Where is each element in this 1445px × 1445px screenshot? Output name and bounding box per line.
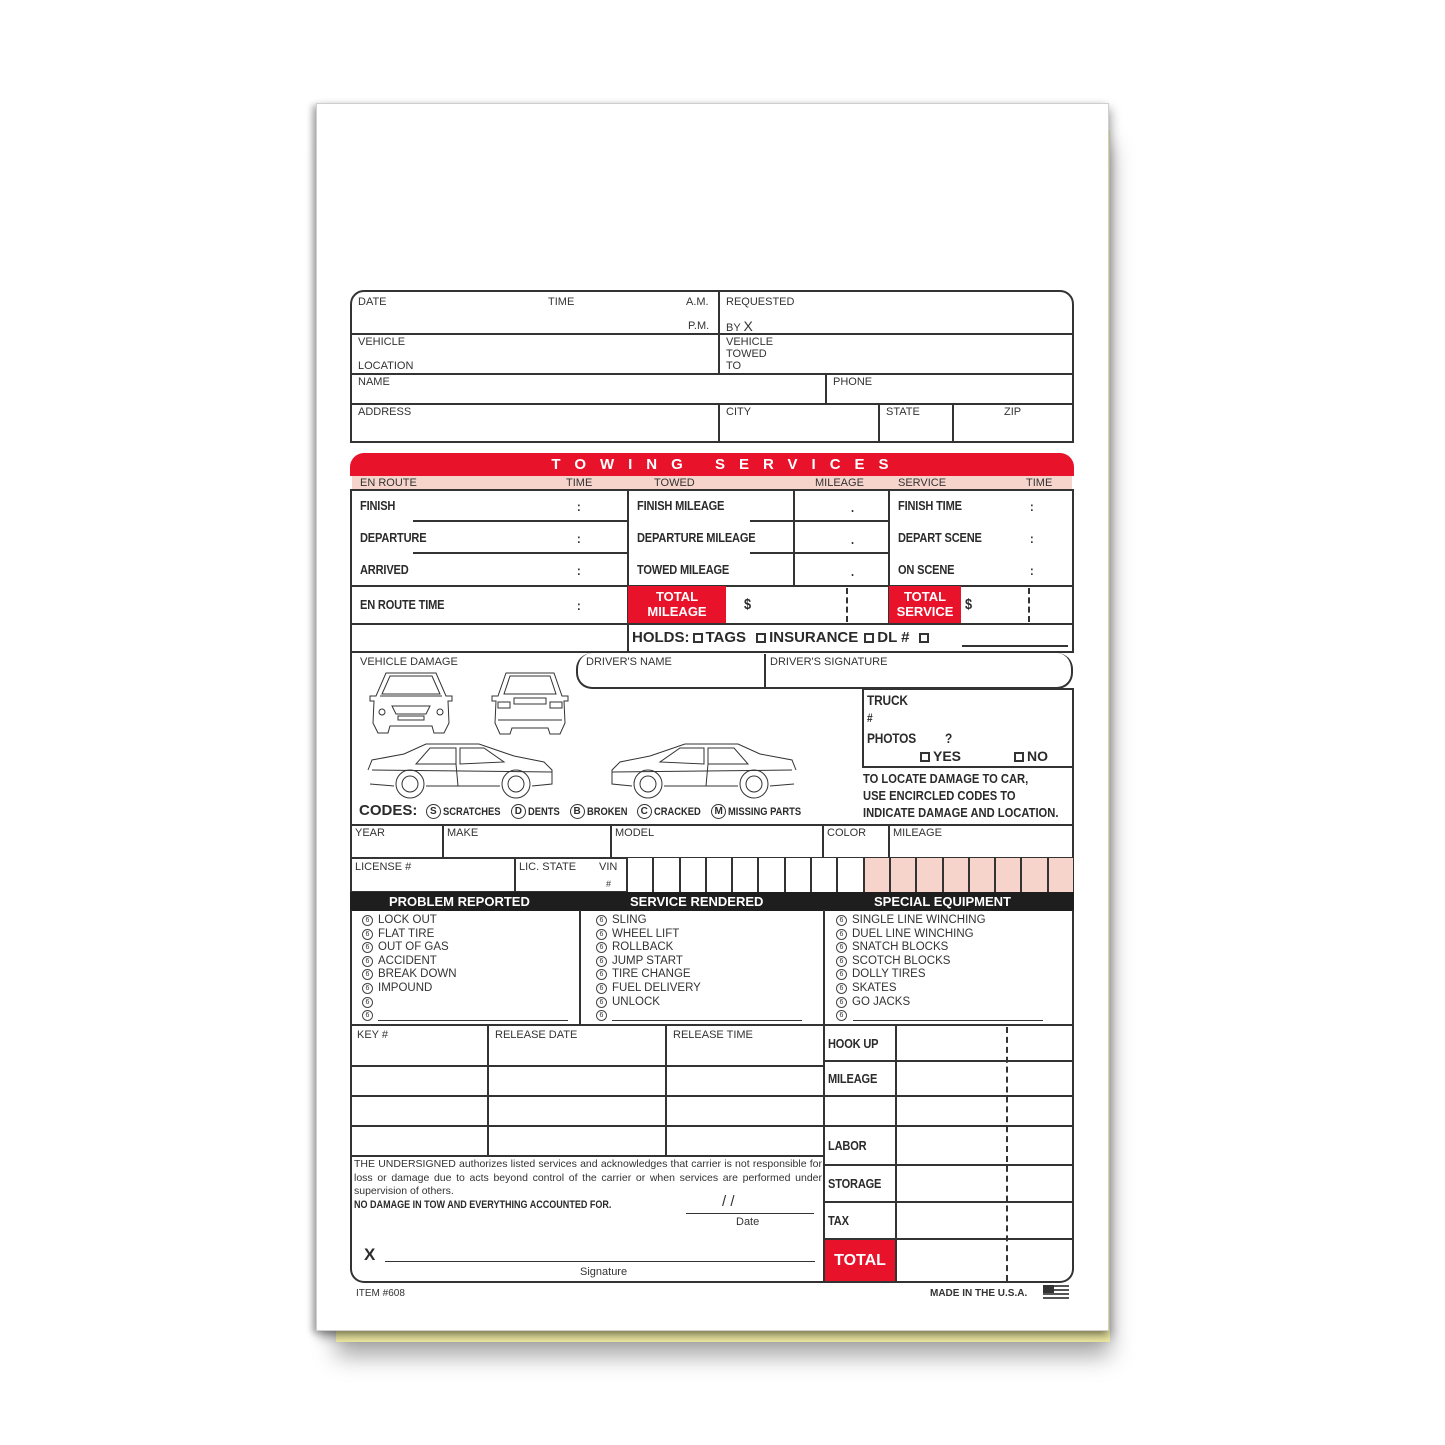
problem-item[interactable]: 6 OUT OF GAS <box>362 941 457 955</box>
decimal-dot: . <box>851 564 854 579</box>
license-field[interactable]: LICENSE # <box>355 861 412 873</box>
circle-check-icon[interactable]: 6 <box>362 969 373 980</box>
mileage-field[interactable]: MILEAGE <box>893 827 942 839</box>
photos-no-option[interactable]: NO <box>1008 748 1048 764</box>
problem-item[interactable]: 6 ACCIDENT <box>362 955 457 969</box>
vin-character-box[interactable] <box>679 858 705 893</box>
yes-checkbox[interactable] <box>920 752 930 762</box>
time-field[interactable]: TIME <box>548 296 575 308</box>
lic-state-field[interactable]: LIC. STATE <box>519 861 577 873</box>
circle-check-icon[interactable]: 6 <box>362 956 373 967</box>
zip-field[interactable]: ZIP <box>1004 406 1022 418</box>
vehicle-towed-to-label: VEHICLE TOWED TO <box>726 336 774 372</box>
departure-mileage[interactable]: DEPARTURE MILEAGE <box>637 530 756 545</box>
holds-label: HOLDS: <box>632 629 690 646</box>
holds-tags-label: TAGS <box>705 629 747 646</box>
vin-character-box[interactable] <box>863 858 889 893</box>
charge-mileage[interactable]: MILEAGE <box>828 1071 878 1086</box>
circle-check-icon[interactable]: 6 <box>596 983 607 994</box>
circle-check-icon[interactable]: 6 <box>836 983 847 994</box>
service-item[interactable]: 6 WHEEL LIFT <box>596 928 701 942</box>
by-label: BY <box>726 322 741 334</box>
car-rear-view-icon <box>484 668 576 738</box>
vin-character-box[interactable] <box>731 858 757 893</box>
am-option[interactable]: A.M. <box>686 296 709 308</box>
drivers-signature-field[interactable]: DRIVER'S SIGNATURE <box>770 656 888 668</box>
finish-time[interactable]: FINISH TIME <box>898 498 962 513</box>
pm-option[interactable]: P.M. <box>688 320 710 332</box>
col-service: SERVICE <box>898 477 947 489</box>
drivers-name-field[interactable]: DRIVER'S NAME <box>586 656 672 668</box>
header-section <box>350 290 1074 443</box>
circle-check-icon[interactable]: 6 <box>836 956 847 967</box>
item-number: ITEM #608 <box>356 1288 405 1299</box>
en-route-finish[interactable]: FINISH <box>360 498 396 513</box>
service-item[interactable]: 6 SLING <box>596 914 701 928</box>
problem-item[interactable]: 6 LOCK OUT <box>362 914 457 928</box>
date-label: Date <box>736 1216 760 1228</box>
total-service-dollar[interactable]: $ <box>965 596 972 613</box>
vin-character-box[interactable] <box>1047 858 1073 893</box>
circle-check-icon[interactable]: 6 <box>596 997 607 1008</box>
vin-character-box[interactable] <box>968 858 994 893</box>
circle-check-icon[interactable]: 6 <box>596 956 607 967</box>
problem-item[interactable]: 6 IMPOUND <box>362 982 457 996</box>
circle-check-icon[interactable]: 6 <box>836 997 847 1008</box>
colon-separator: : <box>577 598 581 613</box>
equipment-item[interactable]: 6 GO JACKS <box>836 996 986 1010</box>
equipment-item[interactable]: 6 DOLLY TIRES <box>836 968 986 982</box>
towing-column-header-bar <box>352 476 1072 489</box>
towed-mileage[interactable]: TOWED MILEAGE <box>637 562 730 577</box>
colon-separator: : <box>1030 499 1034 514</box>
decimal-dot: . <box>851 500 854 515</box>
equipment-item[interactable]: 6 SCOTCH BLOCKS <box>836 955 986 969</box>
vin-boxes <box>626 858 1073 893</box>
vin-character-box[interactable] <box>626 858 652 893</box>
towing-services-title: TOWING SERVICES <box>350 453 1074 476</box>
holds-row <box>632 629 932 646</box>
phone-field[interactable]: PHONE <box>833 376 873 388</box>
signature-line[interactable] <box>385 1261 815 1262</box>
damage-codes-legend: CODES: S SCRATCHES D DENTS B BROKEN C CRACKED M MISSING PARTS <box>359 802 802 819</box>
code-s-icon: S <box>426 804 441 819</box>
address-field[interactable]: ADDRESS <box>358 406 412 418</box>
problem-item[interactable]: 6 BREAK DOWN <box>362 968 457 982</box>
vin-character-box[interactable] <box>784 858 810 893</box>
colon-separator: : <box>577 499 581 514</box>
model-field[interactable]: MODEL <box>615 827 655 839</box>
release-time-field[interactable]: RELEASE TIME <box>673 1029 753 1041</box>
vehicle-damage-label: VEHICLE DAMAGE <box>360 656 458 668</box>
service-other-line[interactable] <box>612 1020 802 1021</box>
equipment-other-line[interactable] <box>853 1020 1043 1021</box>
total-service-label: TOTAL SERVICE <box>889 586 961 623</box>
charge-labor[interactable]: LABOR <box>828 1138 867 1153</box>
vin-character-box[interactable] <box>994 858 1020 893</box>
holds-dl-label: DL # <box>877 629 910 646</box>
vehicle-location-label-2: LOCATION <box>358 360 414 372</box>
problem-item[interactable] <box>362 996 457 1010</box>
charge-storage[interactable]: STORAGE <box>828 1176 882 1191</box>
col-en-route: EN ROUTE <box>360 477 417 489</box>
signature-x-mark: X <box>364 1245 376 1264</box>
us-flag-icon <box>1043 1285 1069 1300</box>
service-item[interactable]: 6 TIRE CHANGE <box>596 968 701 982</box>
circle-check-icon[interactable]: 6 <box>596 915 607 926</box>
vin-character-box[interactable] <box>836 858 862 893</box>
circle-check-icon[interactable]: 6 <box>362 942 373 953</box>
date-field[interactable]: DATE <box>358 296 387 308</box>
photos-label: PHOTOS <box>867 730 917 746</box>
on-scene[interactable]: ON SCENE <box>898 562 955 577</box>
problem-other-line[interactable] <box>378 1020 568 1021</box>
colon-separator: : <box>577 531 581 546</box>
service-item[interactable]: 6 FUEL DELIVERY <box>596 982 701 996</box>
truck-label: TRUCK <box>867 692 908 708</box>
requested-label: REQUESTED <box>726 296 795 308</box>
holds-insurance-checkbox[interactable] <box>756 633 766 643</box>
colon-separator: : <box>1030 531 1034 546</box>
equipment-item[interactable]: 6 SNATCH BLOCKS <box>836 941 986 955</box>
holds-other-line[interactable] <box>962 645 1068 647</box>
en-route-arrived[interactable]: ARRIVED <box>360 562 409 577</box>
problem-reported-list <box>362 914 457 1023</box>
vin-hash-label: # <box>606 879 612 889</box>
finish-mileage[interactable]: FINISH MILEAGE <box>637 498 725 513</box>
circle-check-icon[interactable]: 6 <box>836 942 847 953</box>
charge-total-label: TOTAL <box>825 1240 895 1281</box>
holds-tags-checkbox[interactable] <box>693 633 703 643</box>
charge-tax[interactable]: TAX <box>828 1213 849 1228</box>
vin-character-box[interactable] <box>1020 858 1046 893</box>
release-charges-section <box>350 1025 1074 1283</box>
date-slashes: / / <box>722 1193 735 1210</box>
code-b-icon: B <box>570 804 585 819</box>
depart-scene[interactable]: DEPART SCENE <box>898 530 982 545</box>
vin-character-box[interactable] <box>889 858 915 893</box>
vin-character-box[interactable] <box>652 858 678 893</box>
release-date-field[interactable]: RELEASE DATE <box>495 1029 578 1041</box>
car-right-side-view-icon <box>608 740 800 800</box>
colon-separator: : <box>1030 563 1034 578</box>
vin-character-box[interactable] <box>757 858 783 893</box>
car-front-view-icon <box>366 668 456 738</box>
circle-check-icon[interactable]: 6 <box>836 969 847 980</box>
circle-check-icon[interactable]: 6 <box>596 929 607 940</box>
service-item[interactable]: 6 UNLOCK <box>596 996 701 1010</box>
holds-insurance-label: INSURANCE <box>769 629 859 646</box>
made-in-usa: MADE IN THE U.S.A. <box>930 1288 1028 1299</box>
circle-check-icon[interactable]: 6 <box>362 1010 373 1021</box>
col-time-2: TIME <box>1026 477 1053 489</box>
service-item[interactable]: 6 JUMP START <box>596 955 701 969</box>
total-mileage-dollar[interactable]: $ <box>744 596 751 613</box>
circle-check-icon[interactable]: 6 <box>362 929 373 940</box>
requested-by-field[interactable] <box>726 320 753 334</box>
city-field[interactable]: CITY <box>726 406 752 418</box>
vin-character-box[interactable] <box>915 858 941 893</box>
code-c-icon: C <box>637 804 652 819</box>
no-damage-statement: NO DAMAGE IN TOW AND EVERYTHING ACCOUNTED FOR. <box>354 1199 612 1211</box>
circle-check-icon[interactable]: 6 <box>596 969 607 980</box>
colon-separator: : <box>577 563 581 578</box>
charge-hook-up[interactable]: HOOK UP <box>828 1036 879 1051</box>
photos-yes-option[interactable]: YES <box>914 748 961 764</box>
vin-character-box[interactable] <box>810 858 836 893</box>
holds-other-checkbox[interactable] <box>919 633 929 643</box>
car-left-side-view-icon <box>364 740 556 800</box>
equipment-item[interactable]: 6 DUEL LINE WINCHING <box>836 928 986 942</box>
total-mileage-label: TOTAL MILEAGE <box>628 586 726 623</box>
service-item[interactable]: 6 ROLLBACK <box>596 941 701 955</box>
color-field[interactable]: COLOR <box>827 827 867 839</box>
date-line[interactable] <box>686 1213 814 1214</box>
vehicle-location-label-1: VEHICLE <box>358 336 406 348</box>
circle-check-icon[interactable]: 6 <box>596 942 607 953</box>
agreement-text: THE UNDERSIGNED authorizes listed services and acknowledges that carrier is not responsible for loss or damage due to acts beyond control of the carrier or when services are performed under supervision of others. <box>354 1158 822 1197</box>
damage-instructions: TO LOCATE DAMAGE TO CAR, USE ENCIRCLED CODES TO INDICATE DAMAGE AND LOCATION. <box>863 771 1059 820</box>
signature-label: Signature <box>580 1266 628 1278</box>
name-field[interactable]: NAME <box>358 376 390 388</box>
equipment-item[interactable]: 6 SKATES <box>836 982 986 996</box>
circle-check-icon[interactable]: 6 <box>836 929 847 940</box>
by-x-mark: X <box>743 318 753 334</box>
holds-dl-checkbox[interactable] <box>864 633 874 643</box>
state-field[interactable]: STATE <box>886 406 920 418</box>
service-rendered-title: SERVICE RENDERED <box>630 894 764 909</box>
codes-label: CODES: <box>359 802 418 819</box>
problem-reported-title: PROBLEM REPORTED <box>389 894 530 909</box>
vin-character-box[interactable] <box>942 858 968 893</box>
special-equipment-list <box>836 914 986 1023</box>
code-m-icon: M <box>711 804 726 819</box>
circle-check-icon[interactable]: 6 <box>362 915 373 926</box>
col-mileage: MILEAGE <box>815 477 864 489</box>
col-time-1: TIME <box>566 477 593 489</box>
truck-number-field[interactable]: # <box>867 711 873 725</box>
circle-check-icon[interactable]: 6 <box>362 983 373 994</box>
special-equipment-title: SPECIAL EQUIPMENT <box>874 894 1012 909</box>
en-route-time[interactable]: EN ROUTE TIME <box>360 597 445 612</box>
en-route-departure[interactable]: DEPARTURE <box>360 530 427 545</box>
circle-check-icon[interactable]: 6 <box>596 1010 607 1021</box>
key-number-field[interactable]: KEY # <box>357 1029 388 1041</box>
make-field[interactable]: MAKE <box>447 827 479 839</box>
col-towed: TOWED <box>654 477 695 489</box>
vin-character-box[interactable] <box>705 858 731 893</box>
decimal-dot: . <box>851 532 854 547</box>
photos-question-mark: ? <box>945 730 953 746</box>
equipment-item[interactable]: 6 SINGLE LINE WINCHING <box>836 914 986 928</box>
vin-label: VIN <box>599 861 618 873</box>
year-field[interactable]: YEAR <box>355 827 385 839</box>
circle-check-icon[interactable]: 6 <box>836 915 847 926</box>
circle-check-icon[interactable]: 6 <box>362 997 373 1008</box>
service-rendered-list <box>596 914 701 1023</box>
code-d-icon: D <box>511 804 526 819</box>
no-checkbox[interactable] <box>1014 752 1024 762</box>
circle-check-icon[interactable]: 6 <box>836 1010 847 1021</box>
problem-item[interactable]: 6 FLAT TIRE <box>362 928 457 942</box>
